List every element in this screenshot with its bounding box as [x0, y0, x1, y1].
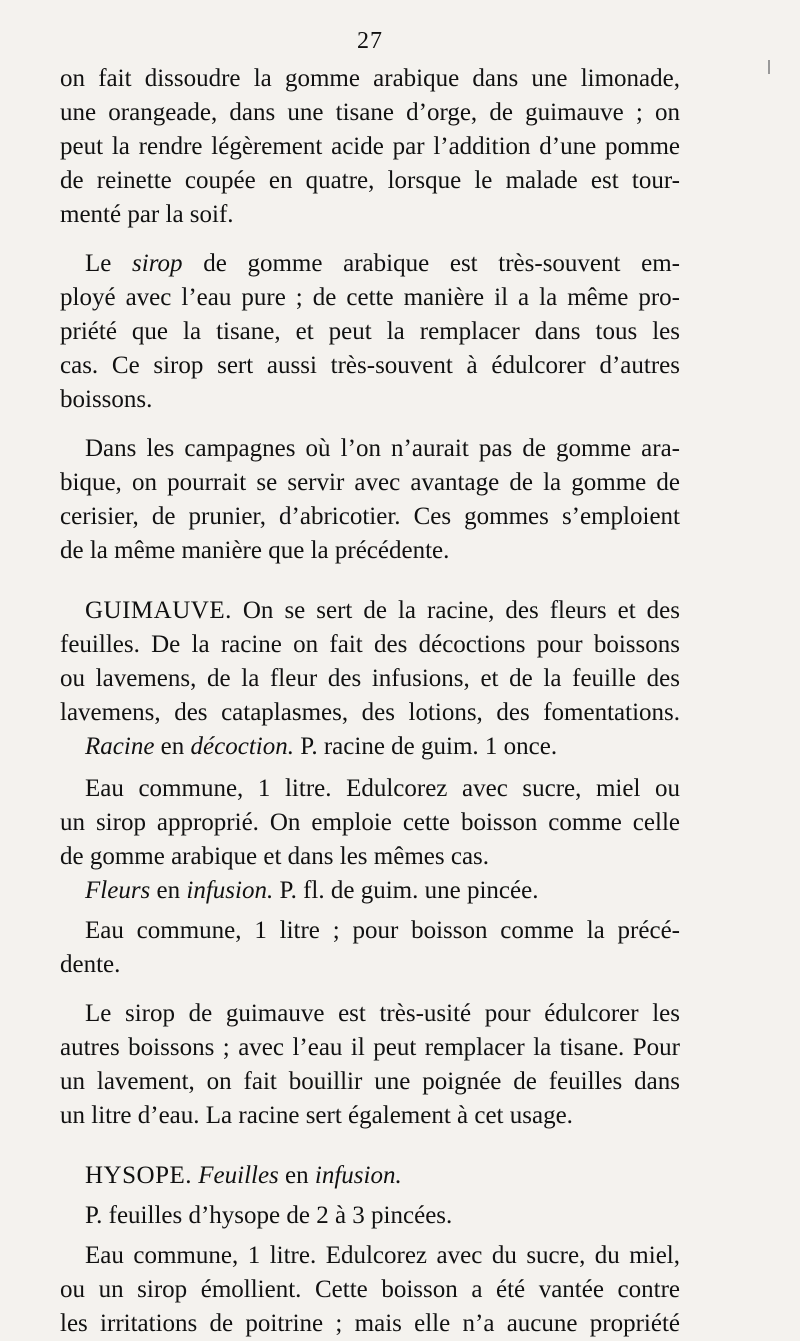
text-line [60, 247, 680, 281]
recipe-hysope [60, 1199, 680, 1233]
paragraph-campagnes [60, 432, 680, 568]
recipe-racine [60, 730, 680, 764]
text-line: un sirop approprié. On emploie cette boisson comme celle [60, 809, 680, 836]
text-line: lavemens, des cataplasmes, des lotions, des fomentations. [60, 699, 680, 726]
text-line: un lavement, on fait bouillir une poignée de feuilles dans [60, 1068, 680, 1095]
page-edge-mark [768, 60, 770, 74]
italic-term: Fleurs [85, 877, 151, 904]
text-line [60, 432, 680, 466]
entry-heading: GUIMAUVE. [85, 597, 232, 624]
text-line: ou lavemens, de la fleur des infusions, et de la feuille des [60, 665, 680, 692]
italic-term: infusion. [186, 877, 274, 904]
paragraph-hysope-eau [60, 1239, 680, 1341]
recipe-fleurs [60, 874, 680, 908]
italic-term: décoction. [190, 733, 294, 760]
text-line: ou un sirop émollient. Cette boisson a été vantée contre [60, 1276, 680, 1303]
recipe-eau-racine [60, 772, 680, 874]
text-word: Eau commune, 1 litre ; pour boisson comme la précé- [85, 917, 680, 944]
text-word: P. fl. de guim. une pincée. [279, 877, 539, 904]
text-line: les irritations de poitrine ; mais elle n’a aucune propriété [60, 1310, 680, 1337]
text-line: un litre d’eau. La racine sert également à cet usage. [60, 1102, 573, 1129]
text-line [60, 914, 680, 948]
text-line [60, 1159, 680, 1193]
text-line: une orangeade, dans une tisane d’orge, de guimauve ; on [60, 99, 680, 126]
text-line: menté par la soif. [60, 201, 234, 228]
entry-hysope [60, 1159, 680, 1193]
text-line [60, 1199, 680, 1233]
italic-term: sirop [132, 250, 183, 277]
text-line [60, 594, 680, 628]
text-word: Eau commune, 1 litre. Edulcorez avec du sucre, du miel, [85, 1242, 680, 1269]
text-word: en [160, 733, 185, 760]
paragraph-gomme-preparation [60, 62, 680, 232]
text-line: autres boissons ; avec l’eau il peut remplacer la tisane. Pour [60, 1034, 680, 1061]
text-line: bique, on pourrait se servir avec avantage de la gomme de [60, 469, 680, 496]
text-line: de reinette coupée en quatre, lorsque le malade est tour- [60, 167, 680, 194]
entry-heading: HYSOPE. [85, 1162, 192, 1189]
entry-guimauve [60, 594, 680, 730]
text-line [60, 874, 680, 908]
italic-term: Racine [85, 733, 155, 760]
text-word: P. racine de guim. 1 once. [300, 733, 558, 760]
text-line: peut la rendre légèrement acide par l’addition d’une pomme [60, 133, 680, 160]
text-line: priété que la tisane, et peut la remplacer dans tous les [60, 318, 680, 345]
text-line [60, 772, 680, 806]
text-line: ployé avec l’eau pure ; de cette manière il a la même pro- [60, 284, 680, 311]
text-word: P. feuilles d’hysope de 2 à 3 pincées. [85, 1202, 453, 1229]
text-line: on fait dissoudre la gomme arabique dans une limonade, [60, 65, 680, 92]
text-word: en [285, 1162, 309, 1189]
recipe-eau-fleurs [60, 914, 680, 982]
text-line [60, 730, 680, 764]
text-word: en [156, 877, 181, 904]
text-word: Le sirop de guimauve est très-usité pour édulcorer les [85, 1000, 680, 1027]
paragraph-sirop-gomme [60, 247, 680, 417]
paragraph-sirop-guimauve [60, 997, 680, 1133]
text-line [60, 1239, 680, 1273]
text-word: Eau commune, 1 litre. Edulcorez avec sucre, miel ou [85, 775, 680, 802]
text-line: de gomme arabique et dans les mêmes cas. [60, 843, 490, 870]
text-line: cerisier, de prunier, d’abricotier. Ces gommes s’emploient [60, 503, 680, 530]
text-line [60, 997, 680, 1031]
text-line: cas. Ce sirop sert aussi très-souvent à édulcorer d’autres [60, 352, 680, 379]
italic-term: infusion. [314, 1162, 402, 1189]
book-page [60, 24, 680, 1341]
text-line: boissons. [60, 386, 153, 413]
text-word: de gomme arabique est très-souvent em- [203, 250, 681, 277]
text-word: On se sert de la racine, des fleurs et des [242, 597, 680, 624]
text-line: feuilles. De la racine on fait des décoctions pour boissons [60, 631, 680, 658]
text-word: Dans les campagnes où l’on n’aurait pas de gomme ara- [85, 435, 680, 462]
text-line: dente. [60, 951, 121, 978]
text-word: Le [85, 250, 112, 277]
text-line: de la même manière que la précédente. [60, 537, 450, 564]
page-number: 27 [357, 28, 383, 54]
italic-term: Feuilles [198, 1162, 279, 1189]
